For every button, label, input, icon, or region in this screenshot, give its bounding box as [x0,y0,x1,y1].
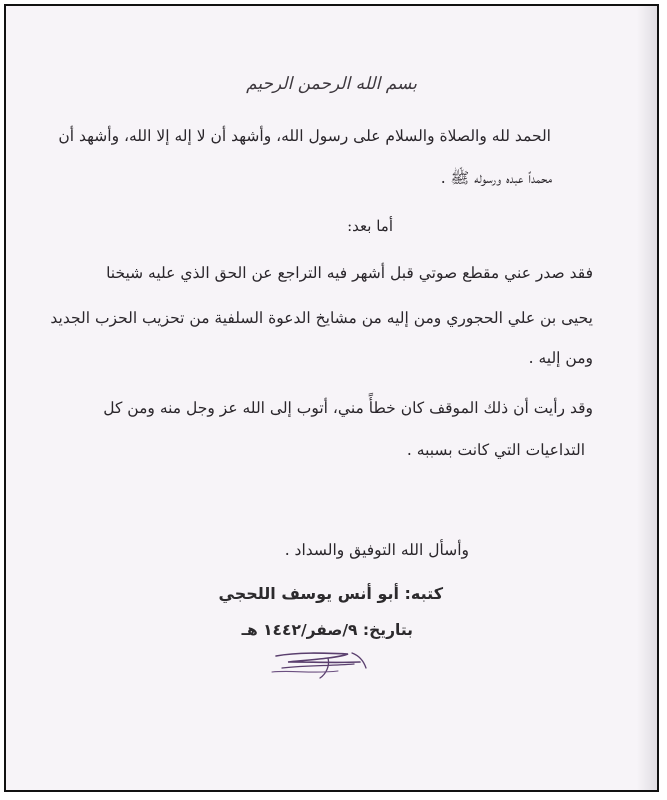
intro-line-2: محمداً عبده ورسوله ﷺ . [440,169,552,187]
body-line-1: فقد صدر عني مقطع صوتي قبل أشهر فيه التراجع عن الحق الذي عليه شيخنا [106,264,593,282]
document-date: بتاريخ: ٩/صفر/١٤٤٢ هـ [241,621,413,639]
page-edge-shadow [637,6,657,790]
document-frame [4,4,659,792]
body-line-3: ومن إليه . [528,349,593,367]
basmala-heading: بسم الله الرحمن الرحيم [246,74,417,94]
amma-bad-line: أما بعد: [347,217,393,235]
letter-page [6,6,657,790]
body-line-2: يحيى بن علي الحجوري ومن إليه من مشايخ الدعوة السلفية من تحزيب الحزب الجديد [50,309,593,327]
body-line-4: وقد رأيت أن ذلك الموقف كان خطأً مني، أتوب إلى الله عز وجل منه ومن كل [103,399,593,417]
closing-line: وأسأل الله التوفيق والسداد . [284,541,469,559]
writer-name: كتبه: أبو أنس يوسف اللحجي [218,584,443,603]
intro-line-1: الحمد لله والصلاة والسلام على رسول الله، وأشهد أن لا إله إلا الله، وأشهد أن [58,127,551,145]
handwritten-signature-icon [268,644,378,684]
body-line-5: التداعيات التي كانت بسببه . [406,441,585,459]
